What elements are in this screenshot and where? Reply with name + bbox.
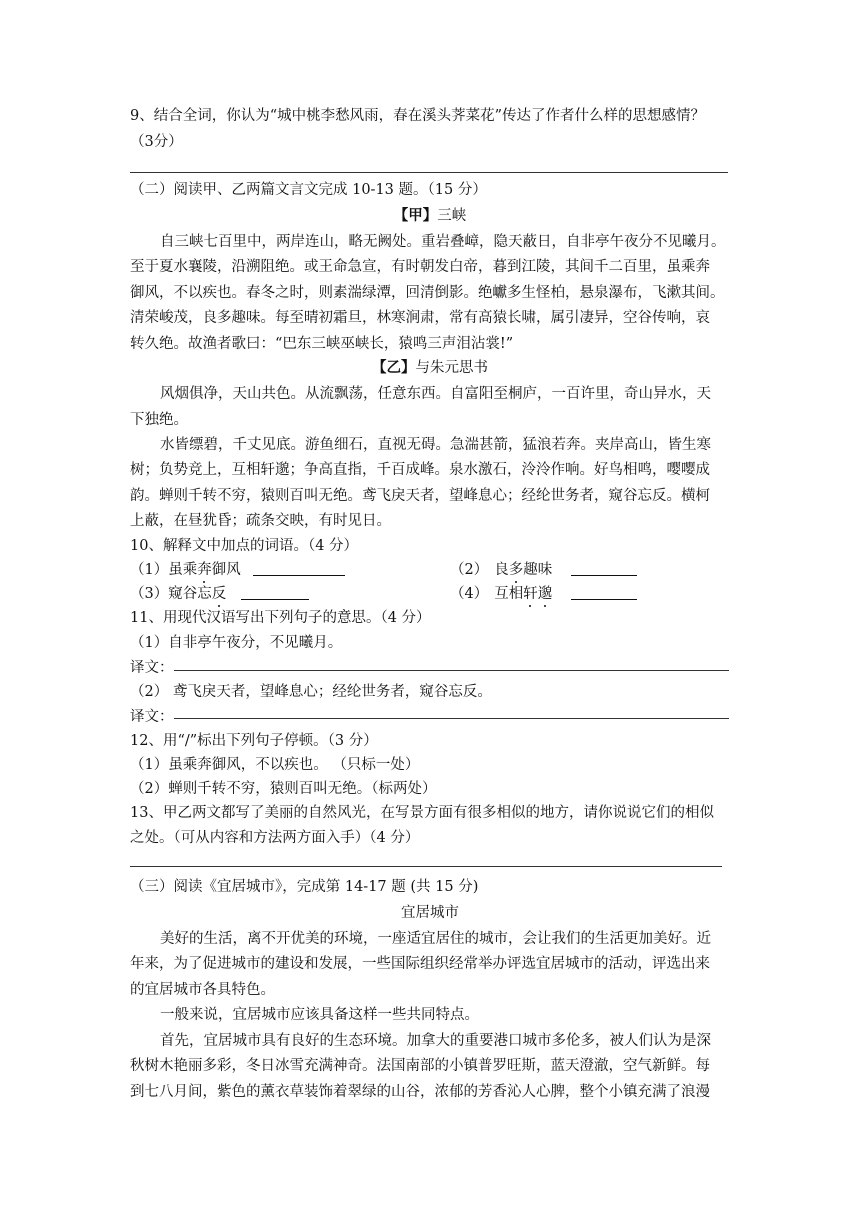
article-title: 宜居城市 [401,905,459,921]
q13-line-1: 13、甲乙两文都写了美丽的自然风光，在写景方面有很多相似的地方，请你说说它们的相似 [130,805,714,821]
q11-translation-label-1: 译文： [130,660,174,676]
answer-line-q13[interactable] [130,866,722,867]
article-line: 秋树木艳丽多彩，冬日冰雪充满神奇。法国南部的小镇普罗旺斯，蓝天澄澈，空气新鲜。每 [130,1058,710,1074]
q10-item-3-num: （3） [130,586,169,602]
yi-line: 上蔽，在昼犹昏；疏条交映，有时见日。 [130,513,391,529]
q10-item-3-dotted-word: 反 [211,586,227,602]
q11-answer-line-2[interactable] [174,718,729,719]
jia-title-mark: 【甲】 [393,207,438,224]
section-2-heading: （二）阅读甲、乙两篇文言文完成 10-13 题。（15 分） [130,182,487,198]
q10-item-4-text-a: 互相 [494,586,524,602]
q10-item-2-text-b: 趣味 [523,562,553,578]
q10-item-1-dotted-word: 奔 [197,562,212,578]
article-line: 年来，为了促进城市的建设和发展，一些国际组织经常举办评选宜居城市的活动，评选出来 [130,956,710,972]
yi-title-text: 与朱元思书 [415,360,488,376]
jia-line: 至于夏水襄陵，沿溯阻绝。或王命急宣，有时朝发白帝，暮到江陵，其间千二百里，虽乘奔 [130,259,710,275]
jia-line: 清荣峻茂，良多趣味。每至晴初霜旦，林寒涧肃，常有高猿长啸，属引凄异，空谷传响，哀 [130,310,710,326]
yi-line: 韵。蝉则千转不穷，猿则百叫无绝。鸢飞戾天者，望峰息心；经纶世务者，窥谷忘反。横柯 [130,488,710,504]
article-line: 美好的生活，离不开优美的环境，一座适宜居住的城市，会让我们的生活更加美好。近 [160,931,711,947]
q10-prompt: 10、解释文中加点的词语。（4 分） [130,538,359,554]
jia-line: 转久绝。故渔者歌曰：“巴东三峡巫峡长，猿鸣三声泪沾裳!” [130,336,514,352]
yi-line: 风烟俱净，天山共色。从流飘荡，任意东西。自富阳至桐庐，一百许里，奇山异水，天 [160,386,711,402]
jia-line: 御风，不以疾也。春冬之时，则素湍绿潭，回清倒影。绝巘多生怪柏，悬泉瀑布，飞漱其间。 [130,285,725,301]
article-line: 的宜居城市各具特色。 [130,982,275,998]
answer-line-q9 [130,172,728,173]
q10-item-1-text-a: 虽乘 [168,562,198,578]
q11-item-1: （1）自非亭午夜分，不见曦月。 [130,635,343,651]
jia-line: 自三峡七百里中，两岸连山，略无阙处。重岩叠嶂，隐天蔽日，自非亭午夜分不见曦月。 [160,234,726,250]
q10-item-4-dotted-word-2: 邈 [537,586,553,602]
q13-line-2: 之处。（可从内容和方法两方面入手）（4 分） [130,830,420,846]
q10-item-4-num: （4） [450,586,489,602]
q10-answer-blank-3[interactable] [241,585,309,600]
q10-answer-blank-2[interactable] [571,561,637,576]
jia-title-text: 三峡 [437,208,467,224]
q10-item-2 [450,560,637,580]
q10-item-1-text-b: 御风 [211,562,241,578]
q10-item-3-text-a: 窥谷忘 [168,586,212,602]
article-line: 一般来说，宜居城市应该具备这样一些共同特点。 [160,1007,479,1023]
q9-line-1: 9、结合全词，你认为“城中桃李愁风雨，春在溪头荠菜花”传达了作者什么样的思想感情？ [130,108,706,124]
q11-prompt: 11、用现代汉语写出下列句子的意思。（4 分） [130,610,431,626]
q10-item-1-num: （1） [130,562,169,578]
q11-item-2: （2） 鸢飞戾天者，望峰息心；经纶世务者，窥谷忘反。 [130,684,492,700]
yi-line: 树；负势竞上，互相轩邈；争高直指，千百成峰。泉水激石，泠泠作响。好鸟相鸣，嘤嘤成 [130,462,710,478]
yi-line: 水皆缥碧，千丈见底。游鱼细石，直视无碍。急湍甚箭，猛浪若奔。夹岸高山，皆生寒 [160,437,711,453]
q10-item-4-dotted-word-1: 轩 [523,586,538,602]
q10-answer-blank-4[interactable] [571,585,637,600]
q9-line-2: （3分） [130,134,183,150]
q10-answer-blank-1[interactable] [253,561,345,576]
article-line: 到七八月间，紫色的薰衣草装饰着翠绿的山谷，浓郁的芳香沁人心脾，整个小镇充满了浪漫 [130,1084,710,1100]
q10-item-2-dotted-word: 多 [508,562,524,578]
q10-item-4 [450,584,637,604]
yi-title [130,358,730,378]
q10-item-2-text-a: 良 [494,562,509,578]
article-line: 首先，宜居城市具有良好的生态环境。加拿大的重要港口城市多伦多，被人们认为是深 [160,1033,711,1049]
q11-answer-line-1[interactable] [174,670,729,671]
q12-item-1: （1）虽乘奔御风，不以疾也。 （只标一处） [130,757,420,773]
q10-item-1 [130,560,345,580]
q10-item-2-num: （2） [450,562,489,578]
jia-title [130,206,730,226]
q11-translation-label-2: 译文： [130,709,174,725]
section-3-heading: （三）阅读《宜居城市》，完成第 14-17 题 (共 15 分) [130,879,479,895]
yi-line: 下独绝。 [130,412,188,428]
q10-item-3 [130,584,309,604]
q12-item-2: （2）蝉则千转不穷，猿则百叫无绝。（标两处） [130,781,437,797]
yi-title-mark: 【乙】 [372,359,416,376]
q12-prompt: 12、用“/”标出下列句子停顿。（3 分） [130,733,378,749]
